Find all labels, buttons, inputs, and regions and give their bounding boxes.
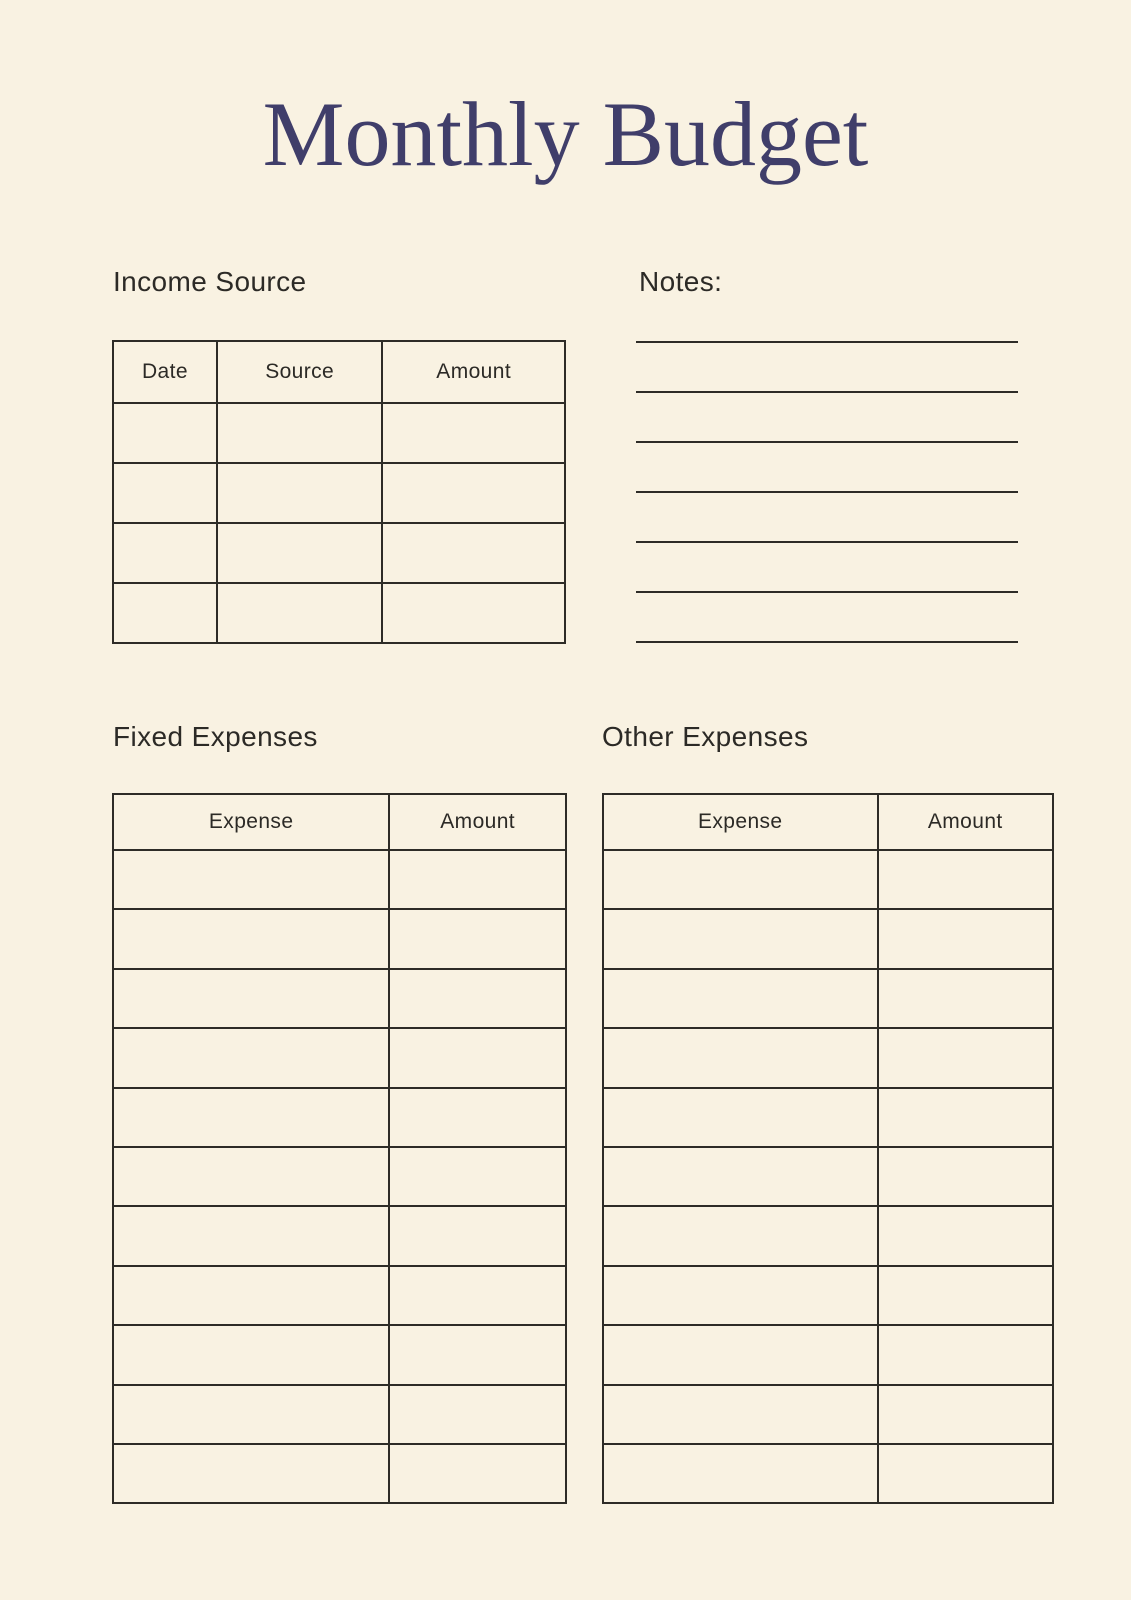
empty-cell xyxy=(113,909,389,968)
table-row xyxy=(603,1444,1053,1503)
empty-cell xyxy=(878,1325,1054,1384)
empty-cell xyxy=(603,1266,878,1325)
note-line xyxy=(636,591,1018,593)
table-row xyxy=(603,1266,1053,1325)
empty-cell xyxy=(389,850,566,909)
empty-cell xyxy=(878,909,1054,968)
empty-cell xyxy=(603,1444,878,1503)
table-row xyxy=(113,1325,566,1384)
empty-cell xyxy=(389,1385,566,1444)
note-line xyxy=(636,391,1018,393)
empty-cell xyxy=(878,1206,1054,1265)
income-table xyxy=(112,340,566,644)
table-row xyxy=(603,1385,1053,1444)
empty-cell xyxy=(217,463,382,523)
other-expenses-table xyxy=(602,793,1054,1504)
empty-cell xyxy=(389,909,566,968)
empty-cell xyxy=(389,1266,566,1325)
empty-cell xyxy=(603,1028,878,1087)
note-line xyxy=(636,541,1018,543)
empty-cell xyxy=(603,1385,878,1444)
column-header-expense: Expense xyxy=(113,794,389,850)
empty-cell xyxy=(113,1028,389,1087)
table-row xyxy=(603,909,1053,968)
empty-cell xyxy=(603,909,878,968)
notes-section-heading: Notes: xyxy=(639,266,723,297)
empty-cell xyxy=(113,523,217,583)
empty-cell xyxy=(113,463,217,523)
column-header-amount: Amount xyxy=(382,341,565,403)
note-line xyxy=(636,341,1018,343)
fixed-expenses-table xyxy=(112,793,567,1504)
table-row xyxy=(113,463,565,523)
note-line xyxy=(636,641,1018,643)
empty-cell xyxy=(603,1325,878,1384)
income-section-heading: Income Source xyxy=(113,266,307,297)
empty-cell xyxy=(217,403,382,463)
empty-cell xyxy=(113,1088,389,1147)
empty-cell xyxy=(113,1444,389,1503)
empty-cell xyxy=(389,1444,566,1503)
empty-cell xyxy=(113,583,217,643)
table-row xyxy=(603,1206,1053,1265)
column-header-date: Date xyxy=(113,341,217,403)
empty-cell xyxy=(389,1088,566,1147)
table-row xyxy=(603,850,1053,909)
empty-cell xyxy=(603,850,878,909)
empty-cell xyxy=(878,1147,1054,1206)
empty-cell xyxy=(382,523,565,583)
table-row xyxy=(113,1444,566,1503)
empty-cell xyxy=(878,969,1054,1028)
empty-cell xyxy=(389,1147,566,1206)
table-header-row xyxy=(113,341,565,403)
empty-cell xyxy=(603,1088,878,1147)
empty-cell xyxy=(113,1206,389,1265)
table-row xyxy=(113,1206,566,1265)
empty-cell xyxy=(389,1028,566,1087)
empty-cell xyxy=(603,1206,878,1265)
column-header-amount: Amount xyxy=(878,794,1054,850)
empty-cell xyxy=(878,1266,1054,1325)
table-row xyxy=(113,1088,566,1147)
table-row xyxy=(113,1028,566,1087)
empty-cell xyxy=(878,1028,1054,1087)
empty-cell xyxy=(878,1444,1054,1503)
empty-cell xyxy=(878,850,1054,909)
table-row xyxy=(603,969,1053,1028)
fixed-expenses-section-heading: Fixed Expenses xyxy=(113,721,318,752)
empty-cell xyxy=(382,463,565,523)
empty-cell xyxy=(113,1266,389,1325)
empty-cell xyxy=(113,1385,389,1444)
column-header-expense: Expense xyxy=(603,794,878,850)
table-row xyxy=(113,1385,566,1444)
empty-cell xyxy=(603,1147,878,1206)
empty-cell xyxy=(217,583,382,643)
empty-cell xyxy=(389,1206,566,1265)
empty-cell xyxy=(382,403,565,463)
table-row xyxy=(113,909,566,968)
empty-cell xyxy=(603,969,878,1028)
table-row xyxy=(113,969,566,1028)
table-row xyxy=(113,1266,566,1325)
note-line xyxy=(636,491,1018,493)
table-header-row xyxy=(603,794,1053,850)
table-row xyxy=(113,1147,566,1206)
empty-cell xyxy=(113,1147,389,1206)
empty-cell xyxy=(878,1385,1054,1444)
table-header-row xyxy=(113,794,566,850)
empty-cell xyxy=(217,523,382,583)
page-title: Monthly Budget xyxy=(262,83,869,185)
empty-cell xyxy=(113,969,389,1028)
empty-cell xyxy=(113,403,217,463)
table-row xyxy=(113,523,565,583)
empty-cell xyxy=(389,1325,566,1384)
table-row xyxy=(603,1088,1053,1147)
table-row xyxy=(113,850,566,909)
empty-cell xyxy=(382,583,565,643)
table-row xyxy=(603,1325,1053,1384)
empty-cell xyxy=(113,1325,389,1384)
other-expenses-section-heading: Other Expenses xyxy=(602,721,809,752)
note-line xyxy=(636,441,1018,443)
empty-cell xyxy=(113,850,389,909)
empty-cell xyxy=(878,1088,1054,1147)
table-row xyxy=(603,1028,1053,1087)
column-header-amount: Amount xyxy=(389,794,566,850)
column-header-source: Source xyxy=(217,341,382,403)
table-row xyxy=(113,403,565,463)
empty-cell xyxy=(389,969,566,1028)
table-row xyxy=(603,1147,1053,1206)
table-row xyxy=(113,583,565,643)
